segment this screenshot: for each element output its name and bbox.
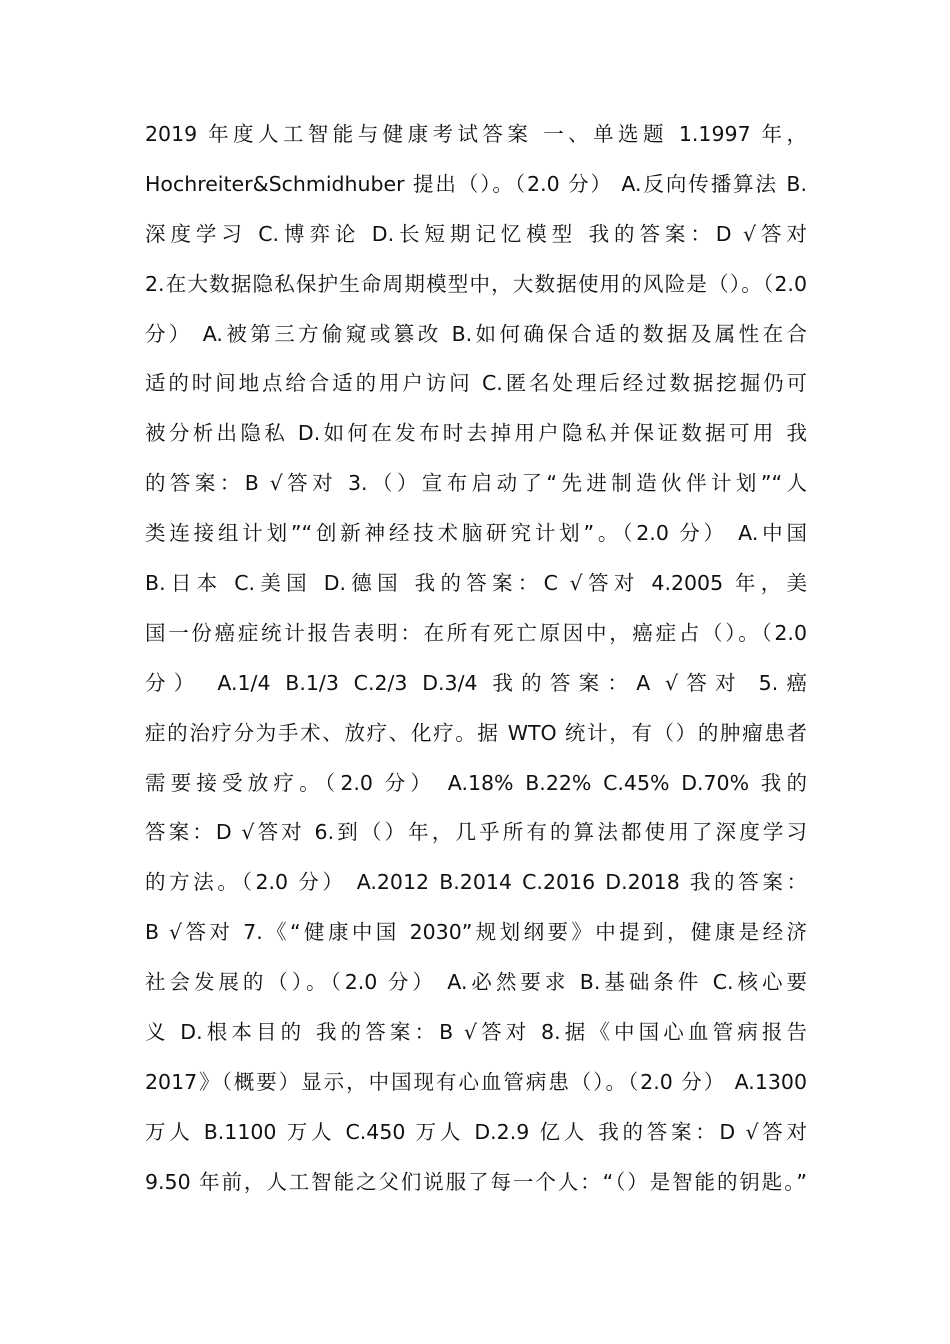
text-line: 症的治疗分为手术、放疗、化疗。据 WTO 统计，有（）的肿瘤患者 (145, 720, 807, 745)
text-line: 需要接受放疗。（2.0 分） A.18% B.22% C.45% D.70% 我的 (145, 770, 807, 795)
text-line: B √答对 7.《“健康中国 2030”规划纲要》中提到，健康是经济 (145, 920, 807, 945)
text-line: Hochreiter&Schmidhuber 提出（）。（2.0 分） A.反向传播算法 B. (145, 171, 807, 196)
text-line: 2.在大数据隐私保护生命周期模型中，大数据使用的风险是（）。（2.0 (145, 271, 807, 296)
text-line: 社会发展的（）。（2.0 分） A.必然要求 B.基础条件 C.核心要 (145, 970, 807, 995)
text-line: 分） A.1/4 B.1/3 C.2/3 D.3/4 我的答案：A √答对 5.癌 (145, 670, 807, 695)
text-line: 答案：D √答对 6.到（）年，几乎所有的算法都使用了深度学习 (145, 820, 807, 845)
text-line: 类连接组计划”“创新神经技术脑研究计划”。（2.0 分） A.中国 (145, 521, 807, 546)
text-line: 分） A.被第三方偷窥或篡改 B.如何确保合适的数据及属性在合 (145, 321, 807, 346)
text-line: 国一份癌症统计报告表明：在所有死亡原因中，癌症占（）。（2.0 (145, 620, 807, 645)
text-line: 2019 年度人工智能与健康考试答案 一、单选题 1.1997 年， (145, 122, 807, 146)
text-line: B.日本 C.美国 D.德国 我的答案：C √答对 4.2005 年，美 (145, 571, 807, 596)
text-line: 9.50 年前，人工智能之父们说服了每一个人：“（）是智能的钥匙。” (145, 1169, 807, 1194)
text-line: 被分析出隐私 D.如何在发布时去掉用户隐私并保证数据可用 我 (145, 421, 807, 446)
text-line: 2017》（概要）显示，中国现有心血管病患（）。（2.0 分） A.1300 (145, 1069, 807, 1094)
text-line: 万人 B.1100 万人 C.450 万人 D.2.9 亿人 我的答案：D √答对 (145, 1119, 807, 1144)
text-line: 深度学习 C.博弈论 D.长短期记忆模型 我的答案：D √答对 (145, 221, 807, 246)
text-line: 适的时间地点给合适的用户访问 C.匿名处理后经过数据挖掘仍可 (145, 371, 807, 396)
text-line: 的方法。（2.0 分） A.2012 B.2014 C.2016 D.2018 我的答案： (145, 870, 807, 895)
text-line: 义 D.根本目的 我的答案：B √答对 8.据《中国心血管病报告 (145, 1020, 807, 1045)
text-line: 的答案：B √答对 3.（）宣布启动了“先进制造伙伴计划”“人 (145, 471, 807, 496)
exam-answer-text (145, 110, 807, 1208)
